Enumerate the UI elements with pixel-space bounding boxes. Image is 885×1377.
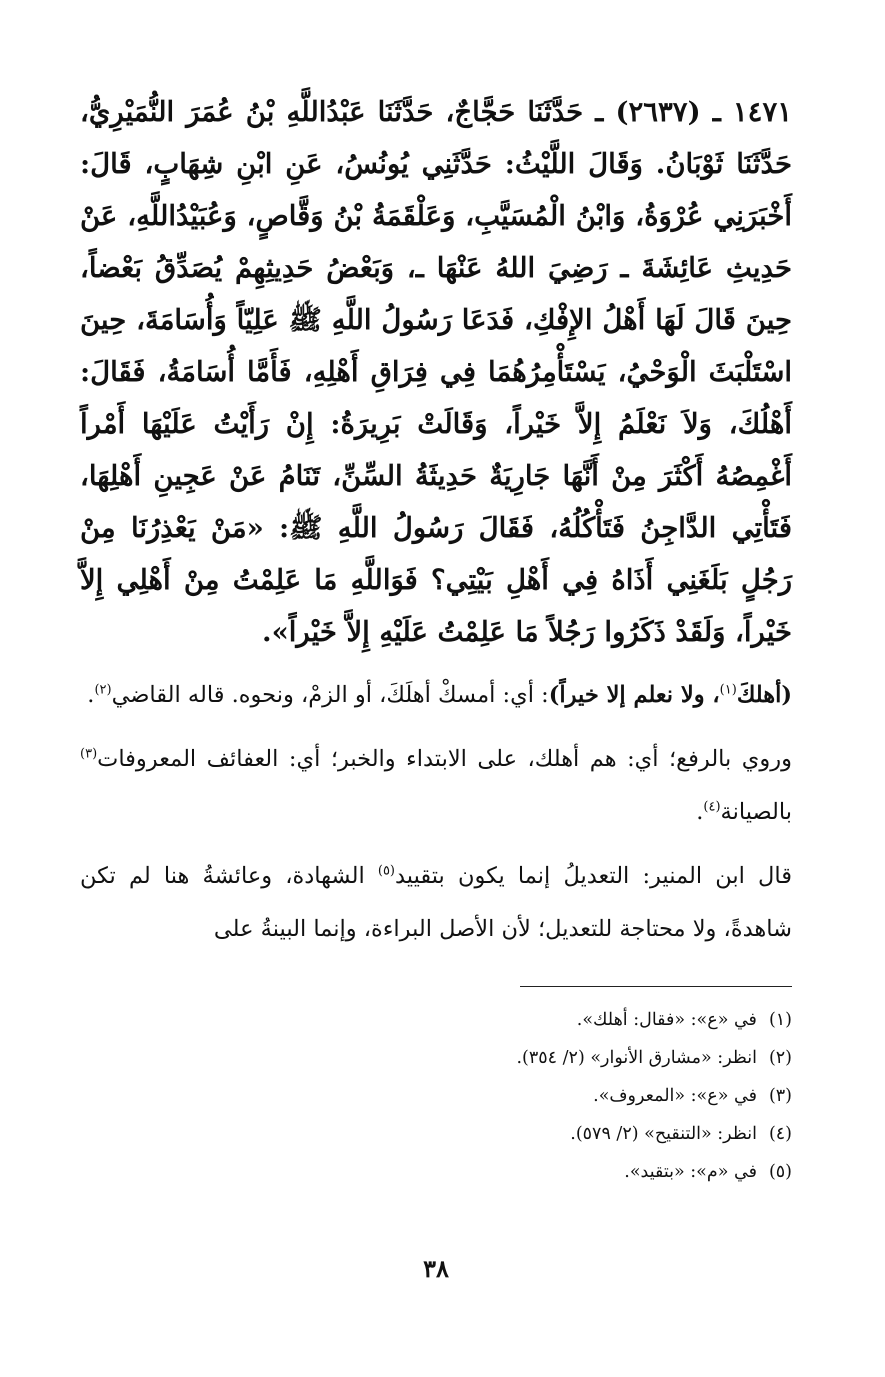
footnote-5 [80,1153,792,1191]
footnote-ref-1: (١) [719,682,737,698]
footnote-ref-4: (٤) [703,799,721,815]
commentary-tail: الشهادة، وعائشةُ هنا لم تكن شاهدةً، ولا محتاجة للتعديل؛ لأن الأصل البراءة، وإنما البينةُ على [80,863,792,942]
footnote-ref-2: (٢) [94,682,112,698]
footnote-number: (٢) [768,1048,792,1068]
commentary-body: وروي بالرفع؛ أي: هم أهلك، على الابتداء والخبر؛ أي: العفائف المعروفات [97,746,792,772]
commentary-body: : أي: أمسكْ أهلَكَ، أو الزمْ، ونحوه. قاله القاضي [111,682,549,708]
footnote-text: في «م»: «بتقيد». [624,1162,757,1182]
footnote-text: انظر: «مشارق الأنوار» (٢/ ٣٥٤). [516,1048,757,1068]
footnote-number: (٥) [768,1162,792,1182]
footnote-1 [80,1001,792,1039]
footnote-4 [80,1115,792,1153]
commentary-lead-open: (أهلكَ [736,682,792,708]
footnote-number: (١) [768,1010,792,1030]
commentary-paragraph-1 [80,669,792,722]
footnote-3 [80,1077,792,1115]
footnote-2 [80,1039,792,1077]
hadith-text: ١٤٧١ ـ (٢٦٣٧) ـ حَدَّثَنَا حَجَّاجٌ، حَدَّثَنَا عَبْدُاللَّهِ بْنُ عُمَرَ النُّمَيْرِيُّ، حَدَّثَنَا ثَوْبَانُ. وَقَالَ اللَّيْثُ: حَدَّثَنِي يُونُسُ، عَنِ ابْنِ شِهَابٍ، قَالَ: أَخْبَرَنِي عُرْوَةُ، وَابْنُ الْمُسَيَّبِ، وَعَلْقَمَةُ بْنُ وَقَّاصٍ، وَعُبَيْدُاللَّهِ، عَنْ حَدِيثِ عَائِشَةَ ـ رَضِيَ اللهُ عَنْهَا ـ، وَبَعْضُ حَدِيثِهِمْ يُصَدِّقُ بَعْضاً، حِينَ قَالَ لَهَا أَهْلُ الإِفْكِ، فَدَعَا رَسُولُ اللَّهِ ﷺ عَلِيّاً وَأُسَامَةَ، حِينَ اسْتَلْبَثَ الْوَحْيُ، يَسْتَأْمِرُهُمَا فِي فِرَاقِ أَهْلِهِ، فَأَمَّا أُسَامَةُ، فَقَالَ: أَهْلُكَ، وَلاَ نَعْلَمُ إِلاَّ خَيْراً، وَقَالَتْ بَرِيرَةُ: إِنْ رَأَيْتُ عَلَيْهَا أَمْراً أَغْمِصُهُ أَكْثَرَ مِنْ أَنَّهَا جَارِيَةٌ حَدِيثَةُ السِّنِّ، تَنَامُ عَنْ عَجِينِ أَهْلِهَا، فَتَأْتِي الدَّاجِنُ فَتَأْكُلُهُ، فَقَالَ رَسُولُ اللَّهِ ﷺ: «مَنْ يَعْذِرُنَا مِنْ رَجُلٍ بَلَغَنِي أَذَاهُ فِي أَهْلِ بَيْتِي؟ فَوَاللَّهِ مَا عَلِمْتُ مِنْ أَهْلِي إِلاَّ خَيْراً، وَلَقَدْ ذَكَرُوا رَجُلاً مَا عَلِمْتُ عَلَيْهِ إِلاَّ خَيْراً». [80,96,792,648]
commentary-tail: . [87,682,95,708]
page-number: ٣٨ [423,1254,449,1283]
commentary-body: قال ابن المنير: التعديلُ إنما يكون بتقييد [395,863,792,889]
book-page [80,86,792,1346]
footnote-text: في «ع»: «المعروف». [593,1086,757,1106]
commentary-lead-close: ، ولا نعلم إلا خيراً) [548,682,720,708]
footnote-ref-3: (٣) [80,746,98,762]
commentary-paragraph-2 [80,733,792,839]
commentary-paragraph-3 [80,850,792,956]
footnote-text: انظر: «التنقيح» (٢/ ٥٧٩). [570,1124,757,1144]
footnote-text: في «ع»: «فقال: أهلك». [576,1010,757,1030]
footnote-divider [520,986,792,987]
footnote-number: (٣) [768,1086,792,1106]
commentary-tail: . [696,799,704,825]
commentary-mid: بالصيانة [720,799,792,825]
footnotes [80,1001,792,1191]
footnote-ref-5: (٥) [377,863,395,879]
footnote-number: (٤) [768,1124,792,1144]
